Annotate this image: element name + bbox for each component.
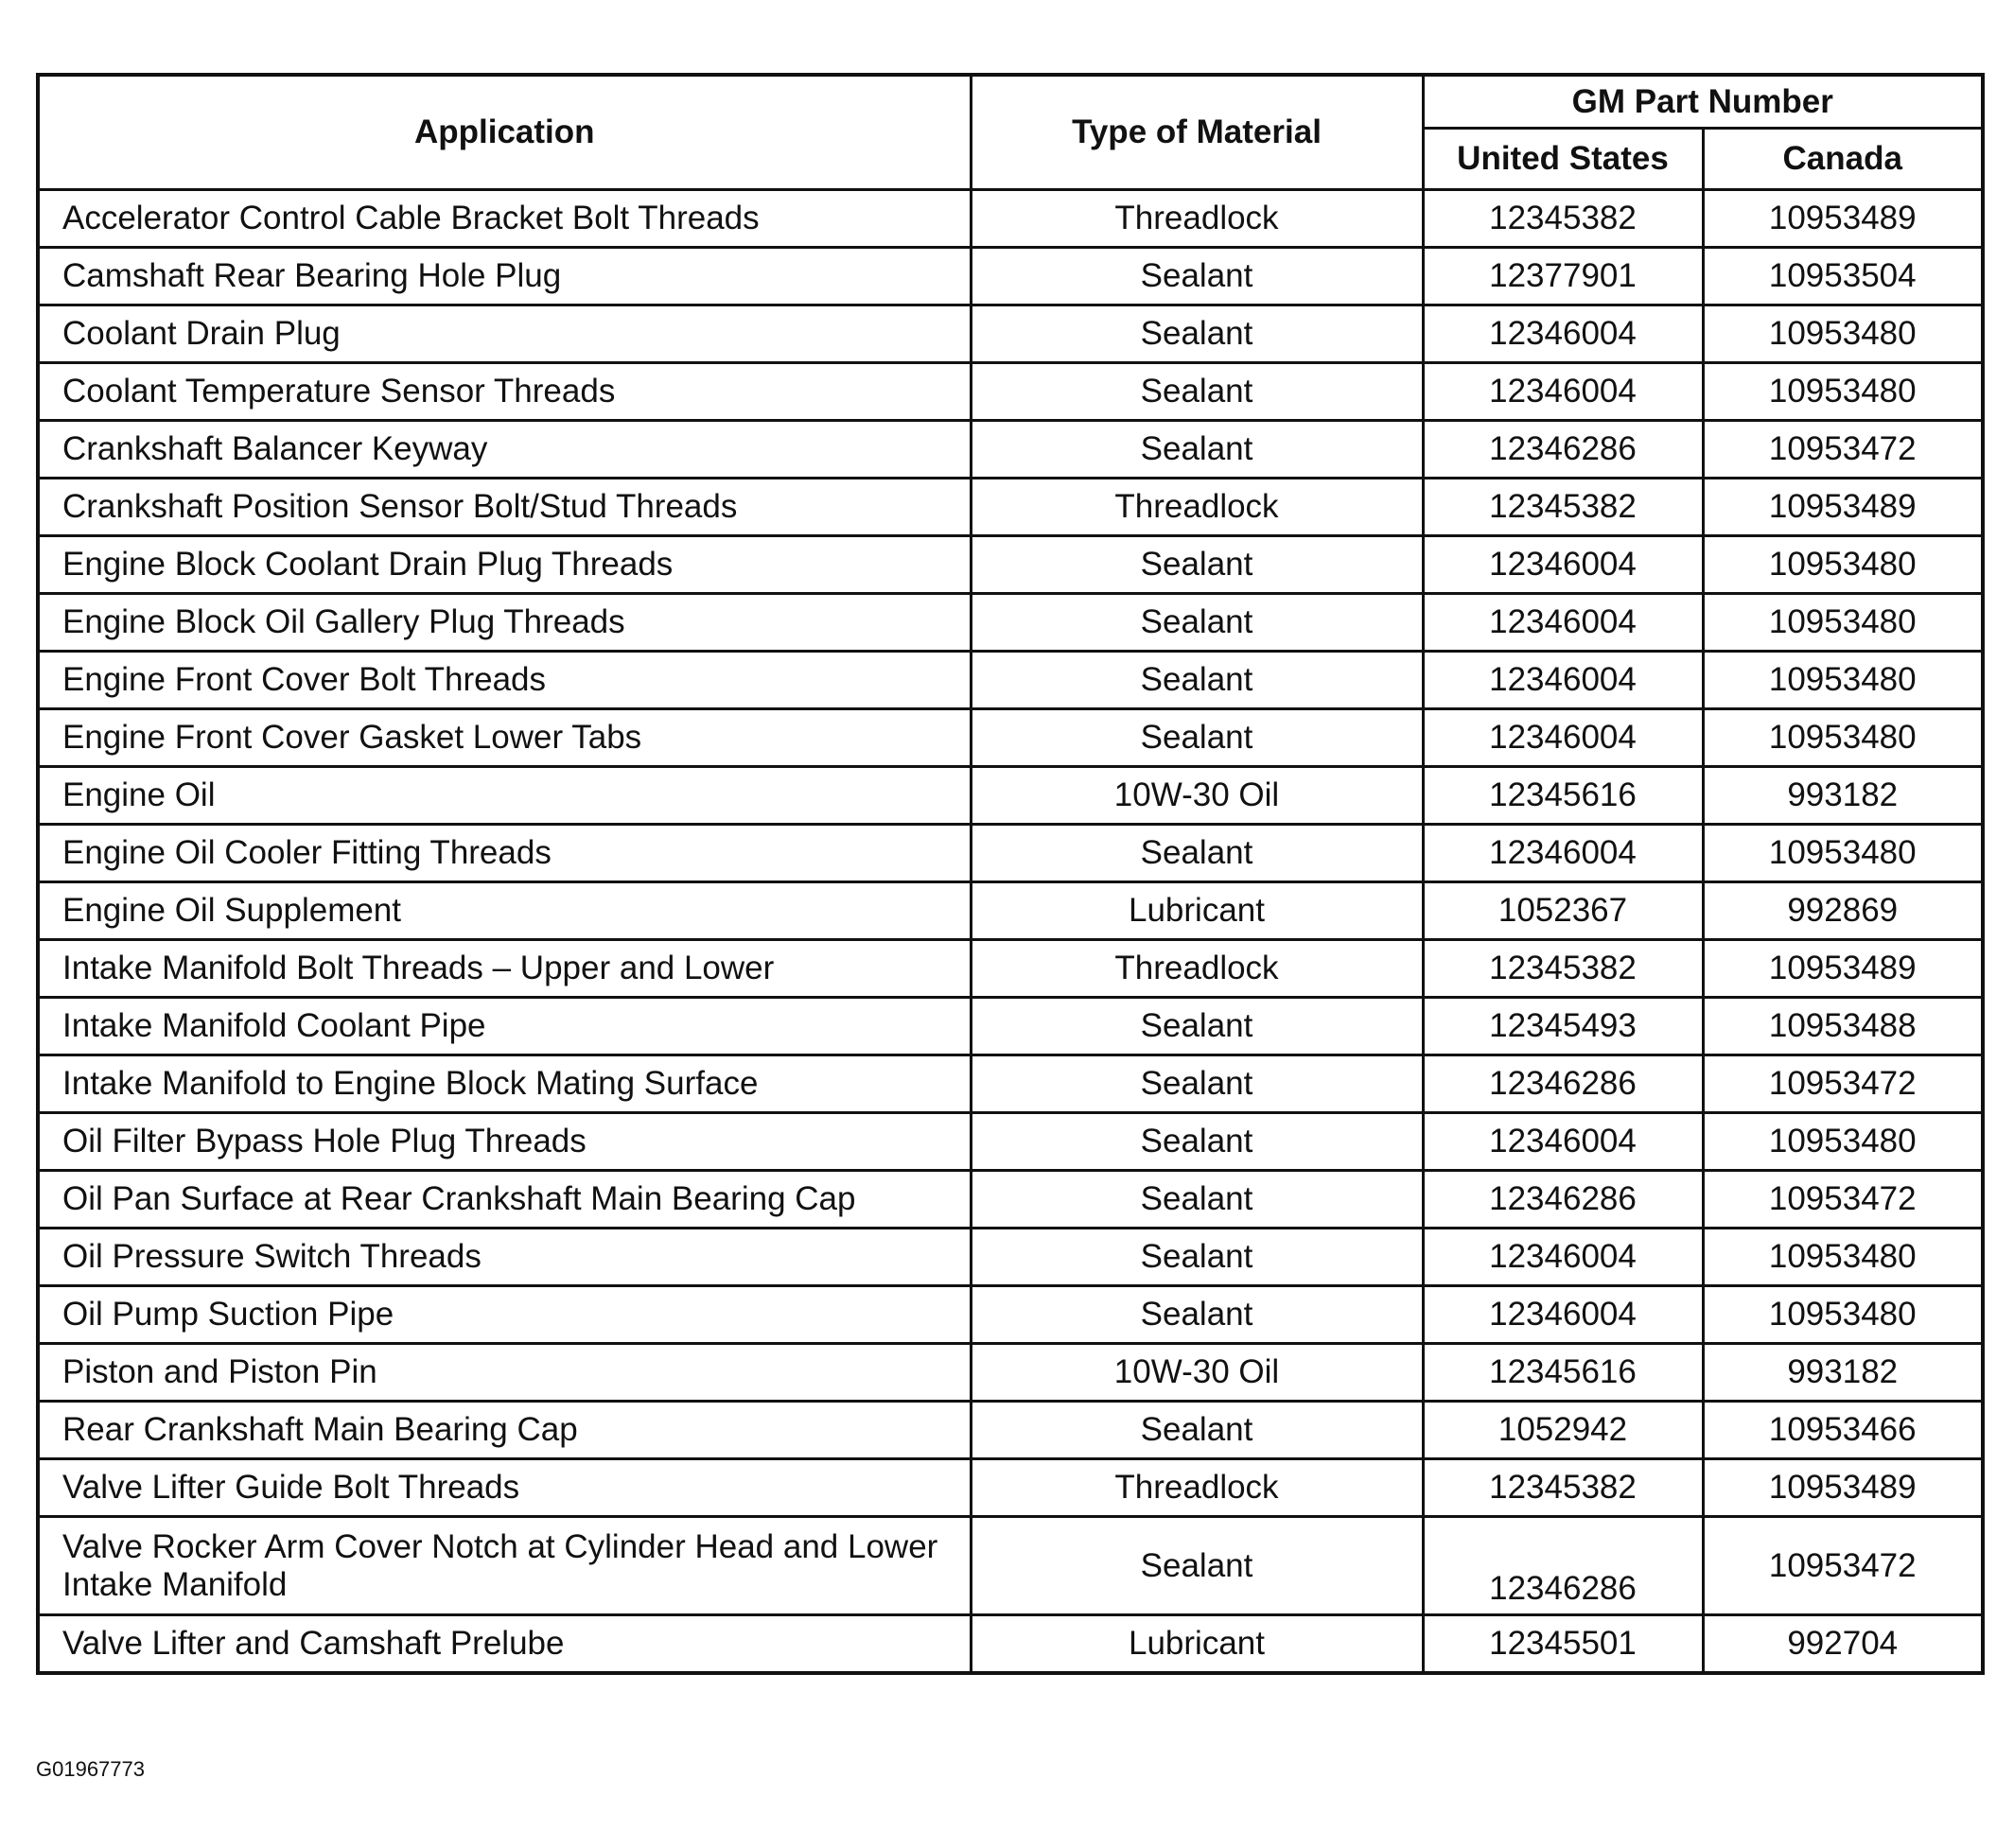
us-part-number-cell: 12346004 (1423, 305, 1703, 363)
canada-part-number-cell: 10953472 (1703, 1055, 1983, 1113)
table-row (38, 1171, 1983, 1229)
us-part-number-cell: 12346004 (1423, 363, 1703, 421)
material-cell: Lubricant (971, 1615, 1423, 1674)
table-row (38, 363, 1983, 421)
application-cell: Intake Manifold Bolt Threads – Upper and Lower (38, 940, 971, 998)
us-part-number-cell: 12377901 (1423, 248, 1703, 305)
canada-part-number-cell: 992704 (1703, 1615, 1983, 1674)
table-row (38, 190, 1983, 248)
material-cell: Sealant (971, 709, 1423, 767)
canada-part-number-cell: 993182 (1703, 1344, 1983, 1402)
material-cell: Sealant (971, 1286, 1423, 1344)
material-cell: Threadlock (971, 1459, 1423, 1517)
canada-part-number-cell: 10953472 (1703, 421, 1983, 479)
table-row (38, 1402, 1983, 1459)
application-cell: Coolant Temperature Sensor Threads (38, 363, 971, 421)
us-part-number-cell: 12345616 (1423, 767, 1703, 825)
canada-part-number-cell: 992869 (1703, 882, 1983, 940)
table-row (38, 594, 1983, 652)
table-row (38, 882, 1983, 940)
application-cell: Engine Block Oil Gallery Plug Threads (38, 594, 971, 652)
canada-part-number-cell: 10953480 (1703, 363, 1983, 421)
application-cell: Coolant Drain Plug (38, 305, 971, 363)
table-row (38, 1344, 1983, 1402)
us-part-number-cell: 1052942 (1423, 1402, 1703, 1459)
material-column-header: Type of Material (971, 75, 1423, 190)
table-row (38, 998, 1983, 1055)
canada-part-number-cell: 10953480 (1703, 825, 1983, 882)
application-cell: Intake Manifold to Engine Block Mating Surface (38, 1055, 971, 1113)
united-states-column-header: United States (1423, 129, 1703, 190)
canada-column-header: Canada (1703, 129, 1983, 190)
us-part-number-cell: 12345382 (1423, 1459, 1703, 1517)
material-cell: Sealant (971, 1171, 1423, 1229)
application-cell: Crankshaft Balancer Keyway (38, 421, 971, 479)
us-part-number-cell: 12346004 (1423, 594, 1703, 652)
material-cell: Sealant (971, 305, 1423, 363)
application-cell: Intake Manifold Coolant Pipe (38, 998, 971, 1055)
us-part-number-cell: 12346004 (1423, 709, 1703, 767)
canada-part-number-cell: 10953472 (1703, 1171, 1983, 1229)
application-cell: Valve Rocker Arm Cover Notch at Cylinder Head and Lower Intake Manifold (38, 1517, 971, 1615)
material-cell: Sealant (971, 825, 1423, 882)
material-cell: Sealant (971, 594, 1423, 652)
us-part-number-cell: 12346004 (1423, 652, 1703, 709)
us-part-number-cell: 12346004 (1423, 1286, 1703, 1344)
table-row (38, 940, 1983, 998)
application-cell: Oil Pressure Switch Threads (38, 1229, 971, 1286)
us-part-number-cell: 12345493 (1423, 998, 1703, 1055)
material-cell: Sealant (971, 1402, 1423, 1459)
canada-part-number-cell: 10953489 (1703, 1459, 1983, 1517)
application-cell: Engine Oil Supplement (38, 882, 971, 940)
material-cell: Sealant (971, 1113, 1423, 1171)
us-part-number-cell: 12345382 (1423, 479, 1703, 536)
table-header (38, 75, 1983, 190)
canada-part-number-cell: 10953480 (1703, 1286, 1983, 1344)
canada-part-number-cell: 10953466 (1703, 1402, 1983, 1459)
canada-part-number-cell: 10953480 (1703, 709, 1983, 767)
canada-part-number-cell: 10953504 (1703, 248, 1983, 305)
application-cell: Camshaft Rear Bearing Hole Plug (38, 248, 971, 305)
us-part-number-cell: 12345382 (1423, 190, 1703, 248)
application-cell: Accelerator Control Cable Bracket Bolt Threads (38, 190, 971, 248)
header-row-top (38, 75, 1983, 129)
application-cell: Rear Crankshaft Main Bearing Cap (38, 1402, 971, 1459)
material-cell: Sealant (971, 536, 1423, 594)
us-part-number-cell: 12346286 (1423, 1055, 1703, 1113)
table-row (38, 421, 1983, 479)
canada-part-number-cell: 10953488 (1703, 998, 1983, 1055)
gm-part-number-header: GM Part Number (1423, 75, 1983, 129)
canada-part-number-cell: 10953480 (1703, 536, 1983, 594)
material-cell: Sealant (971, 363, 1423, 421)
sealant-part-number-table (36, 73, 1985, 1675)
us-part-number-cell: 12346286 (1423, 1517, 1703, 1615)
table-row (38, 1615, 1983, 1674)
application-cell: Engine Block Coolant Drain Plug Threads (38, 536, 971, 594)
table-row (38, 1055, 1983, 1113)
material-cell: Sealant (971, 1055, 1423, 1113)
table-row (38, 1113, 1983, 1171)
material-cell: 10W-30 Oil (971, 767, 1423, 825)
material-cell: 10W-30 Oil (971, 1344, 1423, 1402)
us-part-number-cell: 12346004 (1423, 536, 1703, 594)
us-part-number-cell: 12346004 (1423, 825, 1703, 882)
table-row (38, 767, 1983, 825)
us-part-number-cell: 12346004 (1423, 1113, 1703, 1171)
table-row (38, 305, 1983, 363)
application-cell: Oil Filter Bypass Hole Plug Threads (38, 1113, 971, 1171)
canada-part-number-cell: 10953472 (1703, 1517, 1983, 1615)
table-row (38, 1517, 1983, 1615)
application-cell: Engine Oil (38, 767, 971, 825)
material-cell: Sealant (971, 1517, 1423, 1615)
canada-part-number-cell: 10953480 (1703, 305, 1983, 363)
table-row (38, 825, 1983, 882)
us-part-number-cell: 12345501 (1423, 1615, 1703, 1674)
material-cell: Sealant (971, 248, 1423, 305)
us-part-number-cell: 12346004 (1423, 1229, 1703, 1286)
canada-part-number-cell: 10953489 (1703, 479, 1983, 536)
canada-part-number-cell: 10953489 (1703, 940, 1983, 998)
material-cell: Sealant (971, 1229, 1423, 1286)
application-cell: Oil Pan Surface at Rear Crankshaft Main Bearing Cap (38, 1171, 971, 1229)
material-cell: Threadlock (971, 479, 1423, 536)
material-cell: Lubricant (971, 882, 1423, 940)
application-cell: Oil Pump Suction Pipe (38, 1286, 971, 1344)
application-cell: Crankshaft Position Sensor Bolt/Stud Threads (38, 479, 971, 536)
table-row (38, 652, 1983, 709)
material-cell: Sealant (971, 998, 1423, 1055)
table-row (38, 1459, 1983, 1517)
table-row (38, 709, 1983, 767)
us-part-number-cell: 12345616 (1423, 1344, 1703, 1402)
application-cell: Valve Lifter Guide Bolt Threads (38, 1459, 971, 1517)
canada-part-number-cell: 10953480 (1703, 1229, 1983, 1286)
canada-part-number-cell: 10953489 (1703, 190, 1983, 248)
application-cell: Piston and Piston Pin (38, 1344, 971, 1402)
table-row (38, 1286, 1983, 1344)
application-column-header: Application (38, 75, 971, 190)
canada-part-number-cell: 10953480 (1703, 652, 1983, 709)
application-cell: Engine Front Cover Gasket Lower Tabs (38, 709, 971, 767)
material-cell: Threadlock (971, 940, 1423, 998)
us-part-number-cell: 12346286 (1423, 421, 1703, 479)
application-cell: Engine Front Cover Bolt Threads (38, 652, 971, 709)
figure-id: G01967773 (36, 1757, 145, 1781)
canada-part-number-cell: 10953480 (1703, 1113, 1983, 1171)
canada-part-number-cell: 10953480 (1703, 594, 1983, 652)
table-row (38, 1229, 1983, 1286)
us-part-number-cell: 12346286 (1423, 1171, 1703, 1229)
table-row (38, 248, 1983, 305)
table-row (38, 479, 1983, 536)
material-cell: Sealant (971, 421, 1423, 479)
table-row (38, 536, 1983, 594)
material-cell: Sealant (971, 652, 1423, 709)
canada-part-number-cell: 993182 (1703, 767, 1983, 825)
us-part-number-cell: 1052367 (1423, 882, 1703, 940)
table-body (38, 190, 1983, 1674)
material-cell: Threadlock (971, 190, 1423, 248)
us-part-number-cell: 12345382 (1423, 940, 1703, 998)
application-cell: Engine Oil Cooler Fitting Threads (38, 825, 971, 882)
application-cell: Valve Lifter and Camshaft Prelube (38, 1615, 971, 1674)
